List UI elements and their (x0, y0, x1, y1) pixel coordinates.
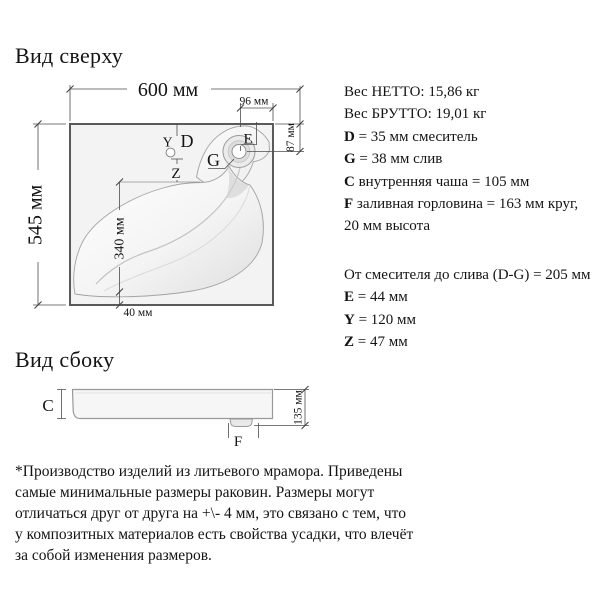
spec-text: = 44 мм (354, 289, 408, 306)
footnote (15, 461, 413, 566)
spec-text: = 38 мм слив (355, 151, 443, 168)
spec-text: = 47 мм (354, 334, 408, 351)
dim-drain-from-top-label: 87 мм (285, 123, 297, 152)
footnote-line: за собой изменения размеров. (15, 547, 212, 564)
spec-y (344, 309, 586, 331)
footnote-line: *Производство изделий из литьевого мрамора. Приведены (15, 463, 403, 480)
dim-height-label: 545 мм (24, 184, 47, 246)
spec-bowl (344, 171, 586, 193)
label-e: E (243, 131, 253, 148)
spec-text: внутренняя чаша = 105 мм (354, 173, 530, 190)
top-view-title: Вид сверху (15, 43, 124, 68)
spec-key: G (344, 151, 356, 168)
spec-text: = 35 мм смеситель (354, 128, 478, 145)
dim-tip-offset-label: 40 мм (123, 307, 153, 319)
dim-drain-from-right-label: 96 мм (239, 95, 269, 108)
footnote-line: у композитных материалов есть свойства усадки, что влечёт (15, 526, 414, 543)
label-d: D (180, 131, 194, 151)
footnote-line: отличаться друг от друга на +\- 4 мм, это связано с тем, что (15, 505, 406, 522)
spec-panel (344, 81, 591, 353)
side-depth-callout (42, 390, 66, 419)
spec-key: Y (344, 311, 355, 328)
side-slab (73, 390, 273, 419)
net-weight: Вес НЕТТО: 15,86 кг (344, 84, 480, 100)
spec-e (344, 286, 586, 308)
dim-height (25, 121, 67, 309)
gross-weight: Вес БРУТТО: 19,01 кг (344, 106, 487, 123)
footnote-line: самые минимальные размеры раковин. Размеры могут (15, 484, 375, 501)
spec-z (344, 331, 586, 353)
spec-drain (344, 148, 586, 170)
top-view-drawing (25, 79, 305, 319)
side-view-drawing (42, 386, 309, 450)
label-g: G (207, 150, 220, 170)
side-view-title: Вид сбоку (15, 347, 115, 372)
spec-key: C (344, 173, 355, 190)
spec-text: = 120 мм (354, 311, 417, 328)
label-f: F (233, 434, 243, 450)
spec-neck (344, 193, 586, 238)
spec-distance: От смесителя до слива (D-G) = 205 мм (344, 266, 591, 283)
dim-total-height-label: 135 мм (292, 390, 305, 425)
dim-basin-length-label: 340 мм (112, 217, 128, 260)
side-drain-callout (229, 423, 259, 450)
spec-text: заливная горловина = 163 мм круг, 20 мм высота (344, 196, 579, 235)
spec-key: Z (344, 334, 355, 351)
label-y: Y (162, 134, 173, 150)
side-drain-stub (230, 419, 253, 427)
dim-width-label: 600 мм (137, 79, 199, 101)
spec-key: E (344, 289, 355, 306)
spec-key: D (344, 128, 355, 145)
label-z: Z (171, 166, 181, 182)
spec-mixer (344, 126, 586, 148)
label-c: C (42, 396, 54, 415)
spec-key: F (344, 196, 354, 213)
